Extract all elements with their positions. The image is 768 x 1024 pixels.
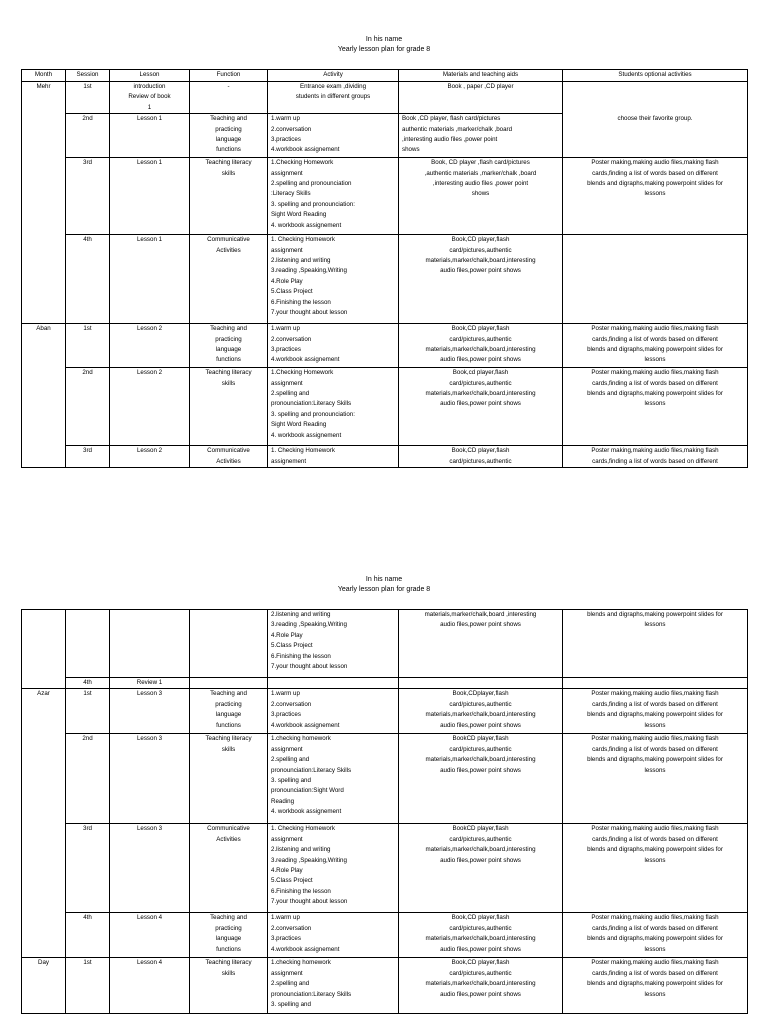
session-cell: 2nd [66,368,110,446]
activity-cell: 1.warm up 2.conversation 3.practices 4.workbook assignement [268,913,399,958]
table-row [22,958,748,1014]
activity-cell: 1.Checking Homework assignment 2.spelling and pronounciation:Literacy Skills 3. spelling and pronounciation: Sight Word Reading 4. workbook assignement [268,368,399,446]
session-cell: 4th [66,235,110,324]
table-row [22,158,748,235]
activity-cell: 1.checking homework assignment 2.spelling and pronounciation:Literacy Skills 3. spelling and [268,958,399,1014]
optional-activities-cell: Poster making,making audio files,making flash cards,finding a list of words based on different blends and digraphs,making powerpoint slides for lessons [563,824,748,913]
page-1-lesson-plan-table [21,69,748,468]
optional-activities-cell: Poster making,making audio files,making flash cards,finding a list of words based on different blends and digraphs,making powerpoint slides for lessons [563,689,748,734]
page-2-header [0,575,768,595]
month-cell: Azar [22,689,66,958]
materials-cell: Book,cd player,flash card/pictures,authentic materials,marker/chalk,board,interesting audio files,power point shows [399,368,563,446]
lesson-cell: Lesson 4 [110,958,190,1014]
table-row [22,235,748,324]
lesson-cell: Review 1 [110,678,190,689]
materials-cell: Book,CD player,flash card/pictures,authentic [399,446,563,468]
materials-cell: BookCD player,flash card/pictures,authentic materials,marker/chalk,board,interesting audio files,power point shows [399,824,563,913]
optional-activities-cell [563,235,748,324]
lesson-cell: Lesson 2 [110,368,190,446]
optional-activities-cell: Poster making,making audio files,making flash cards,finding a list of words based on different blends and digraphs,making powerpoint slides for lessons [563,158,748,235]
session-cell: 1st [66,958,110,1014]
table-header-row [22,70,748,82]
table-row [22,689,748,734]
function-cell: Teaching literacy skills [190,368,268,446]
session-cell: 3rd [66,824,110,913]
table-row [22,734,748,824]
optional-activities-cell: Poster making,making audio files,making flash cards,finding a list of words based on different blends and digraphs,making powerpoint slides for lessons [563,368,748,446]
table-row [22,913,748,958]
optional-activities-cell: Poster making,making audio files,making flash cards,finding a list of words based on different blends and digraphs,making powerpoint slides for lessons [563,958,748,1014]
header-month: Month [22,70,66,82]
lesson-cell [110,610,190,678]
materials-cell: Book,CD player,flash card/pictures,authentic materials,marker/chalk,board,interesting audio files,power point shows [399,324,563,368]
table-row [22,446,748,468]
function-cell: Communicative Activities [190,824,268,913]
session-cell [66,610,110,678]
session-cell: 3rd [66,158,110,235]
table-row [22,82,748,114]
materials-cell: Book,CD player,flash card/pictures,authentic materials,marker/chalk,board,interesting audio files,power point shows [399,958,563,1014]
table-row [22,678,748,689]
function-cell: Teaching and practicing language functions [190,913,268,958]
materials-cell: materials,marker/chalk,board ,interesting audio files,power point shows [399,610,563,678]
header-activity: Activity [268,70,399,82]
activity-cell: 1.checking homework assignment 2.spelling and pronounciation:Literacy Skills 3. spelling and pronounciation:Sight Word Reading 4. workbook assignement [268,734,399,824]
table-row [22,324,748,368]
activity-cell: 1.warm up 2.conversation 3.practices 4.workbook assignement [268,114,399,158]
function-cell: Teaching literacy skills [190,158,268,235]
lesson-cell: Lesson 4 [110,913,190,958]
materials-cell: Book,CD player,flash card/pictures,authentic materials,marker/chalk,board,interesting audio files,power point shows [399,235,563,324]
activity-cell: 1. Checking Homework assignement [268,446,399,468]
session-cell: 2nd [66,734,110,824]
optional-activities-cell: Poster making,making audio files,making flash cards,finding a list of words based on different [563,446,748,468]
session-cell: 4th [66,913,110,958]
session-cell: 1st [66,689,110,734]
lesson-cell: Lesson 1 [110,158,190,235]
page-1-header [0,35,768,55]
session-cell: 2nd [66,114,110,158]
session-cell: 1st [66,324,110,368]
function-cell [190,678,268,689]
function-cell: Communicative Activities [190,446,268,468]
lesson-cell: Lesson 2 [110,324,190,368]
month-cell: Aban [22,324,66,468]
optional-activities-cell: Poster making,making audio files,making flash cards,finding a list of words based on different blends and digraphs,making powerpoint slides for lessons [563,324,748,368]
activity-cell: 1.warm up 2.conversation 3.practices 4.workbook assignement [268,689,399,734]
activity-cell: 1. Checking Homework assignment 2.listening and writing 3.reading ,Speaking,Writing 4.Role Play 5.Class Project 6.Finishing the lesson 7.your thought about lesson [268,235,399,324]
optional-activities-cell: blends and digraphs,making powerpoint slides for lessons [563,610,748,678]
lesson-cell: Lesson 3 [110,824,190,913]
function-cell: Communicative Activities [190,235,268,324]
materials-cell: BookCD player,flash card/pictures,authentic materials,marker/chalk,board,interesting audio files,power point shows [399,734,563,824]
header-optional-activities: Students optional activities [563,70,748,82]
function-cell: - [190,82,268,114]
activity-cell: 2.listening and writing 3.reading ,Speaking,Writing 4.Role Play 5.Class Project 6.Finishing the lesson 7.your thought about lesson [268,610,399,678]
materials-cell [399,678,563,689]
page-2-subtitle: Yearly lesson plan for grade 8 [337,586,431,593]
function-cell [190,610,268,678]
materials-cell: Book,CDplayer,flash card/pictures,authentic materials,marker/chalk,board,interesting audio files,power point shows [399,689,563,734]
optional-activities-cell: choose their favorite group. [563,82,748,158]
month-cell: Day [22,958,66,1014]
page-1-subtitle: Yearly lesson plan for grade 8 [337,46,431,53]
header-function: Function [190,70,268,82]
optional-activities-cell [563,678,748,689]
lesson-cell: introduction Review of book 1 [110,82,190,114]
page-1-title: In his name [365,36,403,43]
page-2-lesson-plan-table [21,609,748,1014]
lesson-cell: Lesson 2 [110,446,190,468]
function-cell: Teaching literacy skills [190,958,268,1014]
materials-cell: Book, CD player ,flash card/pictures ,authentic materials ,marker/chalk ,board ,interesting audio files ,power point shows [399,158,563,235]
header-lesson: Lesson [110,70,190,82]
lesson-cell: Lesson 3 [110,734,190,824]
function-cell: Teaching and practicing language functions [190,689,268,734]
table-row [22,824,748,913]
activity-cell: 1.warm up 2.conversation 3.practices 4.workbook assignement [268,324,399,368]
month-cell [22,610,66,689]
materials-cell: Book , paper ,CD player [399,82,563,114]
function-cell: Teaching literacy skills [190,734,268,824]
function-cell: Teaching and practicing language functions [190,324,268,368]
optional-activities-cell: Poster making,making audio files,making flash cards,finding a list of words based on different blends and digraphs,making powerpoint slides for lessons [563,734,748,824]
materials-cell: Book,CD player,flash card/pictures,authentic materials,marker/chalk,board,interesting audio files,power point shows [399,913,563,958]
materials-cell: Book ,CD player, flash card/pictures authentic materials ,marker/chalk ,board ,interesting audio files ,power point shows [399,114,563,158]
table-row [22,368,748,446]
optional-activities-cell: Poster making,making audio files,making flash cards,finding a list of words based on different blends and digraphs,making powerpoint slides for lessons [563,913,748,958]
page-2-title: In his name [365,576,403,583]
activity-cell: 1.Checking Homework assignment 2.spelling and pronounciation :Literacy Skills 3. spelling and pronounciation: Sight Word Reading 4. workbook assignement [268,158,399,235]
activity-cell: Entrance exam ,dividing students in different groups [268,82,399,114]
header-materials: Materials and teaching aids [399,70,563,82]
session-cell: 4th [66,678,110,689]
lesson-cell: Lesson 1 [110,114,190,158]
lesson-cell: Lesson 3 [110,689,190,734]
lesson-cell: Lesson 1 [110,235,190,324]
function-cell: Teaching and practicing language functions [190,114,268,158]
month-cell: Mehr [22,82,66,324]
table-row [22,610,748,678]
activity-cell: 1. Checking Homework assignment 2.listening and writing 3.reading ,Speaking,Writing 4.Role Play 5.Class Project 6.Finishing the lesson 7.your thought about lesson [268,824,399,913]
session-cell: 1st [66,82,110,114]
header-session: Session [66,70,110,82]
session-cell: 3rd [66,446,110,468]
activity-cell [268,678,399,689]
